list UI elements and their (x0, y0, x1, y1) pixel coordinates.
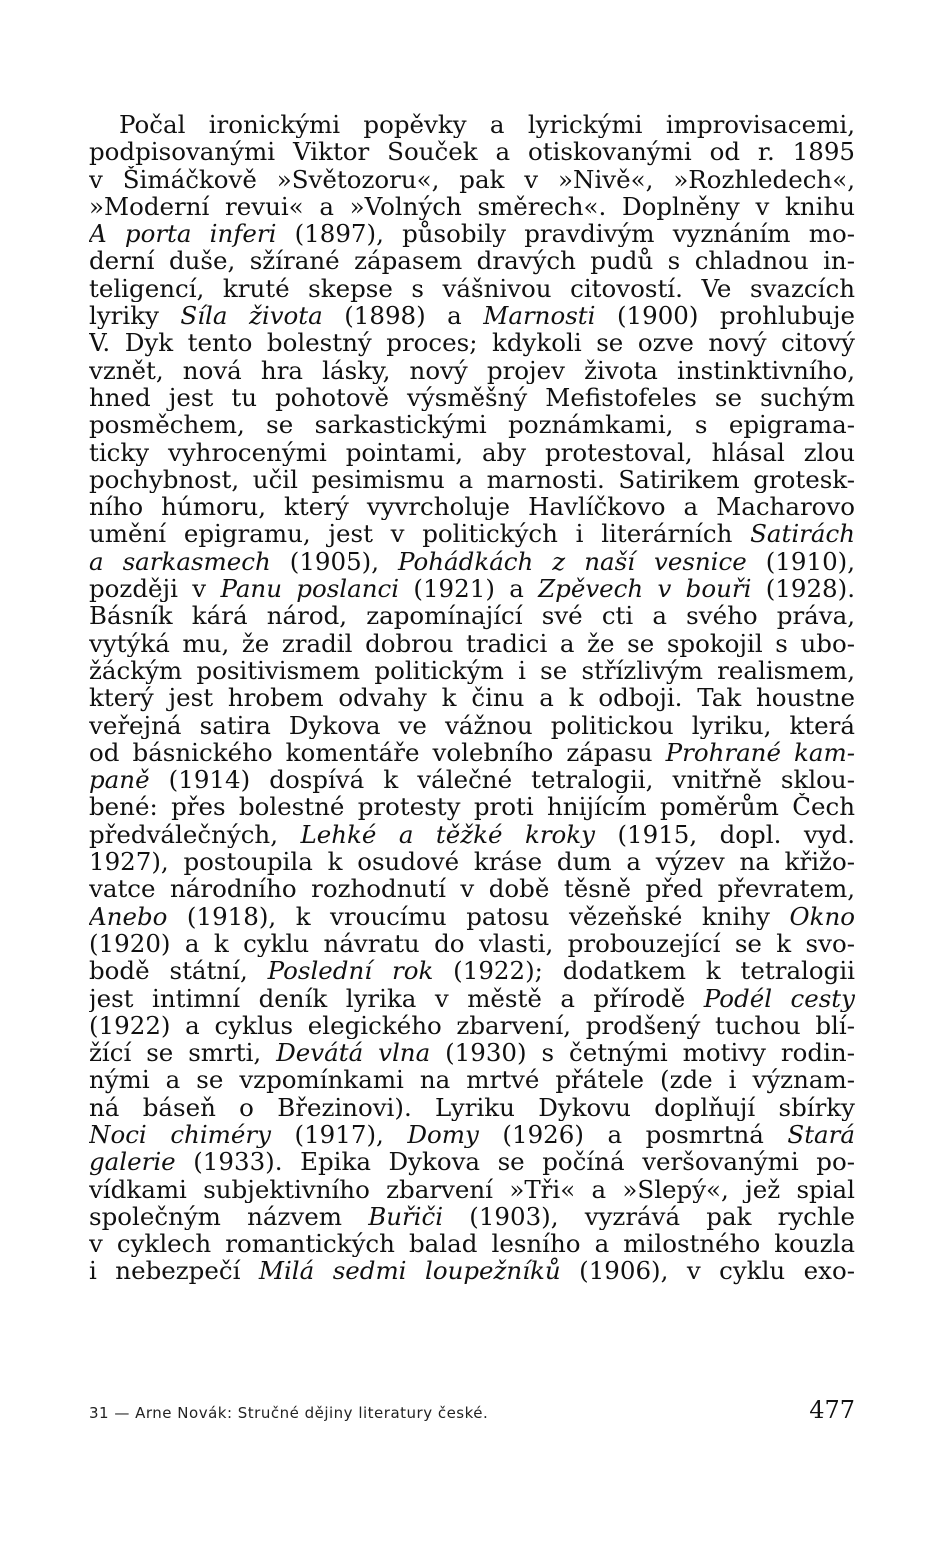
text-line: vídkami subjektivního zbarvení »Tři« a »Slepý«, jež spial (89, 1175, 855, 1203)
text-line: veřejná satira Dykova ve vážnou politickou lyriku, která (89, 711, 855, 739)
text-line: vatce národního rozhodnutí v době těsně před převratem, (89, 875, 855, 903)
text-line: ticky vyhrocenými pointami, aby protestoval, hlásal zlou (89, 438, 855, 466)
text-line: posměchem, se sarkastickými poznámkami, s epigrama- (89, 411, 855, 439)
text-line: hned jest tu pohotově výsměšný Mefistofeles se suchým (89, 383, 855, 412)
text-line: Počal ironickými popěvky a lyrickými improvisacemi, (119, 111, 855, 139)
text-line: jest intimní deník lyrika v městě a přírodě Podél cesty (89, 984, 855, 1012)
text-line: později v Panu poslanci (1921) a Zpěvech v bouři (1928). (89, 575, 855, 603)
text-line: předválečných, Lehké a těžké kroky (1915, dopl. vyd. (89, 820, 855, 849)
text-line: ná báseň o Březinovi). Lyriku Dykovu doplňují sbírky (89, 1093, 855, 1121)
text-line: galerie (1933). Epika Dykova se počíná veršovanými po- (89, 1148, 855, 1176)
text-line: Básník kárá národ, zapomínající své cti a svého práva, (89, 602, 855, 630)
text-line: lyriky Síla života (1898) a Marnosti (1900) prohlubuje (89, 302, 855, 330)
page-footer (89, 1396, 855, 1424)
text-line: bodě státní, Poslední rok (1922); dodatkem k tetralogii (89, 957, 855, 985)
text-line: v Šimáčkově »Světozoru«, pak v »Nivě«, »Rozhledech«, (89, 165, 855, 193)
text-line: bené: přes bolestné protesty proti hnijícím poměrům Čech (89, 793, 855, 821)
text-line: »Moderní revui« a »Volných směrech«. Doplněny v knihu (89, 192, 855, 221)
text-line: v cyklech romantických balad lesního a milostného kouzla (89, 1230, 855, 1258)
text-line: vytýká mu, že zradil dobrou tradici a že se spokojil s ubo- (89, 629, 855, 657)
text-line: A porta inferi (1897), působily pravdivým vyznáním mo- (89, 220, 855, 248)
text-line: umění epigramu, jest v politických i literárních Satirách (89, 520, 855, 548)
text-line: a sarkasmech (1905), Pohádkách z naší vesnice (1910), (89, 547, 855, 576)
text-line: (1920) a k cyklu návratu do vlasti, probouzející se k svo- (89, 929, 855, 958)
text-line: 1927), postoupila k osudové kráse dum a výzev na křižo- (89, 848, 855, 876)
text-line: Noci chiméry (1917), Domy (1926) a posmrtná Stará (89, 1120, 855, 1149)
text-line: který jest hrobem odvahy k činu a k odboji. Tak houstne (89, 684, 855, 712)
page-number: 477 (809, 1396, 855, 1424)
text-line: paně (1914) dospívá k válečné tetralogii, vnitřně sklou- (89, 766, 855, 794)
text-line: společným názvem Buřiči (1903), vyzrává pak rychle (89, 1202, 855, 1231)
text-line: V. Dyk tento bolestný proces; kdykoli se ozve nový citový (89, 329, 855, 357)
text-line: vznět, nová hra lásky, nový projev života instinktivního, (89, 356, 855, 384)
text-line: derní duše, sžírané zápasem dravých pudů s chladnou in- (89, 247, 855, 275)
text-line: žáckým positivismem politickým i se střízlivým realismem, (89, 656, 855, 685)
text-line: nými a se vzpomínkami na mrtvé přátele (zde i význam- (89, 1066, 855, 1094)
text-line: teligencí, kruté skepse s vášnivou citovostí. Ve svazcích (89, 274, 855, 303)
text-line: od básnického komentáře volebního zápasu Prohrané kam- (89, 738, 855, 767)
text-line: (1922) a cyklus elegického zbarvení, prodšený tuchou blí- (89, 1011, 855, 1040)
body-text (89, 111, 855, 1285)
signature-footnote: 31 — Arne Novák: Stručné dějiny literatury české. (89, 1404, 489, 1422)
text-line: žící se smrti, Devátá vlna (1930) s četnými motivy rodin- (89, 1039, 855, 1067)
text-line: pochybnost, učil pesimismu a marnosti. Satirikem grotesk- (89, 465, 855, 494)
text-line: i nebezpečí Milá sedmi loupežníků (1906), v cyklu exo- (89, 1257, 855, 1285)
text-line: podpisovanými Viktor Souček a otiskovanými od r. 1895 (89, 138, 855, 166)
text-line: Anebo (1918), k vroucímu patosu vězeňské knihy Okno (89, 902, 855, 930)
text-line: ního húmoru, který vyvrcholuje Havlíčkovo a Macharovo (89, 493, 855, 521)
